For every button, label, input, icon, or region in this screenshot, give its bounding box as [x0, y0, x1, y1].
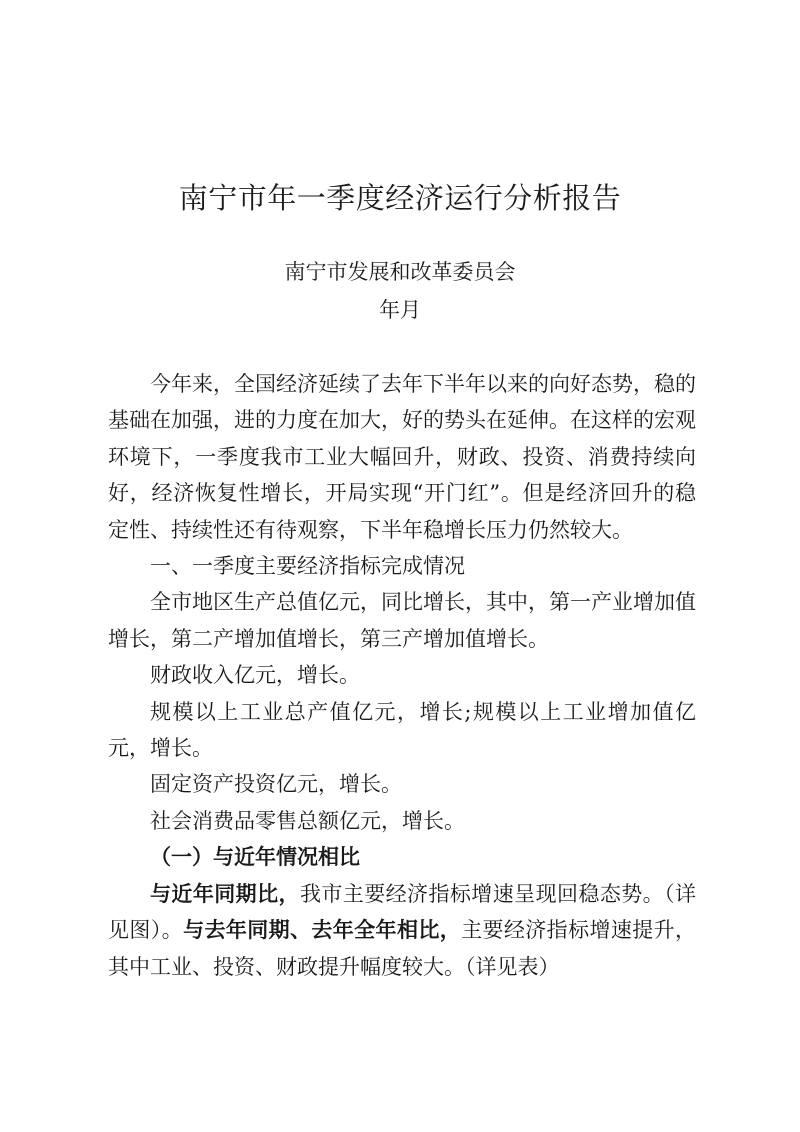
retail-paragraph: 社会消费品零售总额亿元，增长。 — [150, 808, 465, 833]
issuer-name: 南宁市发展和改革委员会 — [284, 260, 516, 284]
industry-paragraph: 规模以上工业总产值亿元，增长;规模以上工业增加值亿元，增长。 — [108, 699, 696, 761]
investment-paragraph: 固定资产投资亿元，增长。 — [150, 772, 402, 797]
document-date: 年月 — [379, 298, 421, 322]
gdp-paragraph: 全市地区生产总值亿元，同比增长，其中，第一产业增加值增长，第二产增加值增长，第三产增加值增长。 — [108, 590, 696, 651]
comparison-lead-1: 与近年同期比， — [150, 880, 300, 906]
fiscal-paragraph: 财政收入亿元，增长。 — [150, 663, 360, 688]
comparison-text-2: 主要经济指标增速提升，其中工业、投资、财政提升幅度较大。（详见表） — [108, 918, 697, 979]
document-title: 南宁市年一季度经济运行分析报告 — [178, 181, 622, 215]
comparison-text-1: 我市主要经济指标增速呈现回稳态势。（详见图）。 — [108, 881, 697, 943]
comparison-lead-2: 与去年同期、去年全年相比， — [183, 917, 462, 943]
comparison-paragraph — [108, 876, 696, 985]
subsection-heading: （一）与近年情况相比 — [150, 844, 360, 870]
intro-paragraph: 今年来，全国经济延续了去年下半年以来的向好态势，稳的基础在加强，进的力度在加大，好的势头在延伸。在这样的宏观环境下，一季度我市工业大幅回升，财政、投资、消费持续向好，经济恢复性增长，开局实现“开门红”。但是经济回升的稳定性、持续性还有待观察，下半年稳增长压力仍然较大。 — [108, 372, 696, 542]
document-body — [108, 366, 696, 985]
section-heading: 一、一季度主要经济指标完成情况 — [150, 554, 465, 579]
